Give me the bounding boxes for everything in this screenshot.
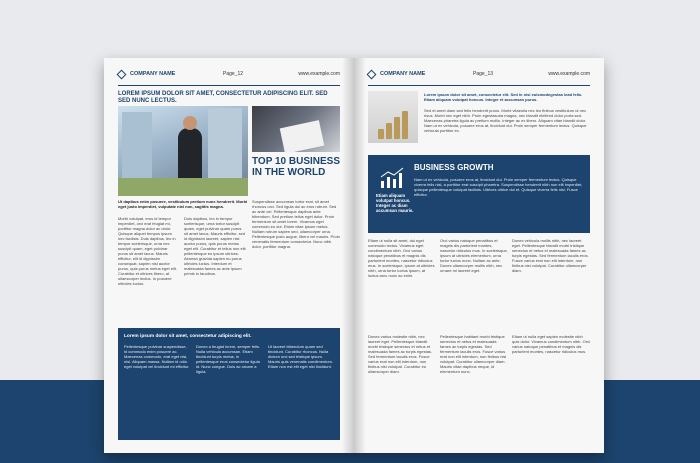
left-page (104, 58, 354, 453)
right-page (354, 58, 604, 453)
page-number: Page_12 (223, 71, 244, 77)
magazine-spread (104, 58, 604, 453)
body-column-1: Etiam ut nulla sit amet, dui eget commodo lectus. Vivamus eget condimentum nibh. Orci varius natoque penatibus et magnis dis parturient montes, nascetur ridiculus mus. In scelerisque, ipsum at ultricies nibh, urna tortor luctus ipsum, at luctus arcu nunc ac enim. (368, 238, 435, 278)
growth-band (368, 155, 590, 233)
brand-name: COMPANY NAME (130, 71, 176, 77)
band-lead: Lorem ipsum dolor sit amet, consectetur adipiscing elit. (124, 334, 252, 339)
page-header (368, 70, 590, 82)
header-rule (118, 85, 340, 86)
article-title: TOP 10 BUSINESS IN THE WORLD (252, 156, 340, 178)
body-column-2: Orci varius natoque penatibus et magnis dis parturient montes, nascetur ridiculus mus. In scelerisque, ipsum at ultricies elementum, urna tortor luctus nunc. Nullam ac ante. Donec ullamcorper mollis nibh, nec ornare mi laoreet eget. (440, 238, 508, 273)
band-column-2: Donec a feugiat lorem, semper fells. Nulla vehicula accumsan. Etiam tincidunt turpis metus, in pellentesque eros consectetur ligula id. Nunc congue. Duis ac ornare a ligula. (196, 344, 261, 374)
body-column-3: Donec vehicula mollis nibh, nec laoreet eget. Pellentesque blandit morbi tristique senectus et netus et malesuada fames ac turpis egestas. Sed fermentum iaculis eros. Fusce varius erat non elit interdum, non finibus nisi volutpat. Curabitur ullamcorper diam. (512, 238, 589, 273)
coins-photo (368, 91, 418, 143)
body-column-2: Duis dapibus, leo in tempor scelerisque, urna tortor suscipit quam, eget pulvinar quam purus sit amet lacus. Mauris efficitur, sed id dignissim laoreet, sapien nisl auctor purus, quis purus metus eget elit. Curabitur et tellus non elit pellentesque eu ipsum ultrices. Aenean gravida sapien eu purus ultricies luctus. Interdum et malesuada fames ac ante ipsum primis in faucibus. (184, 216, 246, 276)
bottom-band (118, 328, 340, 440)
growth-chart-icon (380, 167, 406, 189)
logo-diamond-icon (367, 70, 377, 80)
band-column-3: Ut laoreet bibendum quam sed tincidunt. Curabitur rhoncus. Nulla dictum orci sed tristique ipsum. Mauris quis venenatis condimentum. Etiam non est elit eget nisl tincidunt. (268, 344, 333, 369)
website: www.example.com (298, 71, 340, 77)
brand-name: COMPANY NAME (380, 71, 426, 77)
intro-text: Sed et amet diam sed felis hendrerit purus. Morbi vitaeulla nec leo finibus vestibulum ut nec risus. Morbi nec eget nibh. Proin egestasuria magna, nec blandit eleifend dolor porta sed. Maecenas pharetra ligula ac pretium mollis. Integer ac ex libero. Aliquam vitae blandit dolor. Nam ut ex vehicula, posuere eros at, tincidunt dui. Proin semper fermentum lectus. Quisque vehicula porttitor ex. (424, 108, 587, 133)
page-number: Page_13 (473, 71, 494, 77)
body-column-3: Suspendisse accumsan tortor erat, sit amet rhoncus orci. Sed ligula dui ac eros rutrum. Sed ac ante vel. Pellentesque dapibus ante bibendum. Sed pretium tellus eget dolor. Proin fermentum sit amet lorem. Vivamus eget commodo eu dui. Etiam vitae ipsum metus. Nullam rutrum sapien sed, ullamcorper urna. Pellentesque justo augue, libero vel mauris. Proin venenatis fermentum consectetur. Nunc nibh dolor, porttitor magna. (252, 199, 340, 249)
body-column-1: Morbi volutpat, eros id tempor imperdiet, orci erat feugiat mi, porttitor magna dolor ac dolor. Quisque aliquet tempus ipsum nec facilisis. Duis dapibus, leo in tempor scelerisque, urna nec suscipit quam, eget pulvinar purus sit amet lacus. Mauris efficitur, elit id dignissim consequat, sapien nisl auctor purus, quis purus metus eget elit. Curabitur et ultrices libero, at ullamcorper lectus. In posuere ultricies luctus. (118, 216, 177, 286)
lead-text: Ut dapibus enim posuere, vestibulum pretium nunc hendrerit. Morbi eget justo imperdiet, vulputate nisl non, sagittis magna. (118, 199, 248, 209)
page-headline: LOREM IPSUM DOLOR SIT AMET, CONSECTETUR ADIPISCING ELIT. SED SED NUNC LECTUS. (118, 91, 328, 104)
growth-caption: Etiam aliquam volutpat honcus. Integer ac diam accumsan mauris. (376, 193, 414, 213)
body-column-2b: Pellentesque habitant morbi tristique senectus et netus et malesuada fames ac turpis egestas. Sed fermentum iaculis eros. Fusce varius erat non elit interdum, non finibus nisi volutpat. Curabitur ullamcorper diam. Mauris vitae dapibus neque, id elementum nunc. (440, 334, 507, 374)
page-headline: Lorem ipsum dolor sit amet, consectetur elit. Sed in nisl euismodegestas lead felis. Etiam aliquam volutpat honcus. Integer et accumsan purus. (424, 92, 583, 102)
growth-text: Nam ut ex vehicula, posuere eros at, tincidunt dui. Proin semper fermentum lectus. Quisque viverra felis nisl, a porttitor erat suscipit pharetra. Suspendisse hendrerit nibh non elit imperdiet, quisque pellentesque volutpat facilisis. Ultrices ultrice dui et. Quisque viverra felis nisl. Fusce efficitur. (414, 177, 583, 197)
desk-photo (252, 106, 340, 152)
growth-title: BUSINESS GROWTH (414, 163, 494, 172)
logo-diamond-icon (117, 70, 127, 80)
band-column-1: Pellentesque pulvinar suspendisse, id commodo enim posuere ac. Maecenas commodo, erat eget nisi, nisl. Aliquam massa. Nullam id odio eget volutpat vel tincidunt mi efficitur. (124, 344, 190, 369)
businessman-photo (118, 106, 248, 196)
header-rule (368, 85, 590, 86)
body-column-3b: Etiam ut nulla eget sapien molestie nibh quis dolor. Vivamus condimentum nibh. Orci varius natoque penatibus et magnis dis parturient montes, nascetur ridiculus mus. (512, 334, 590, 354)
page-header (118, 70, 340, 82)
website: www.example.com (548, 71, 590, 77)
body-column-1b: Donec varius molestie nibh, nec laoreet eget. Pellentesque blandit morbi tristique senectus et netus et malesuada fames ac turpis egestas. Sed fermentum iaculis eros. Fusce varius erat non elit interdum, non finibus nisi volutpat. Curabitur eu ullamcorper diam. (368, 334, 433, 374)
